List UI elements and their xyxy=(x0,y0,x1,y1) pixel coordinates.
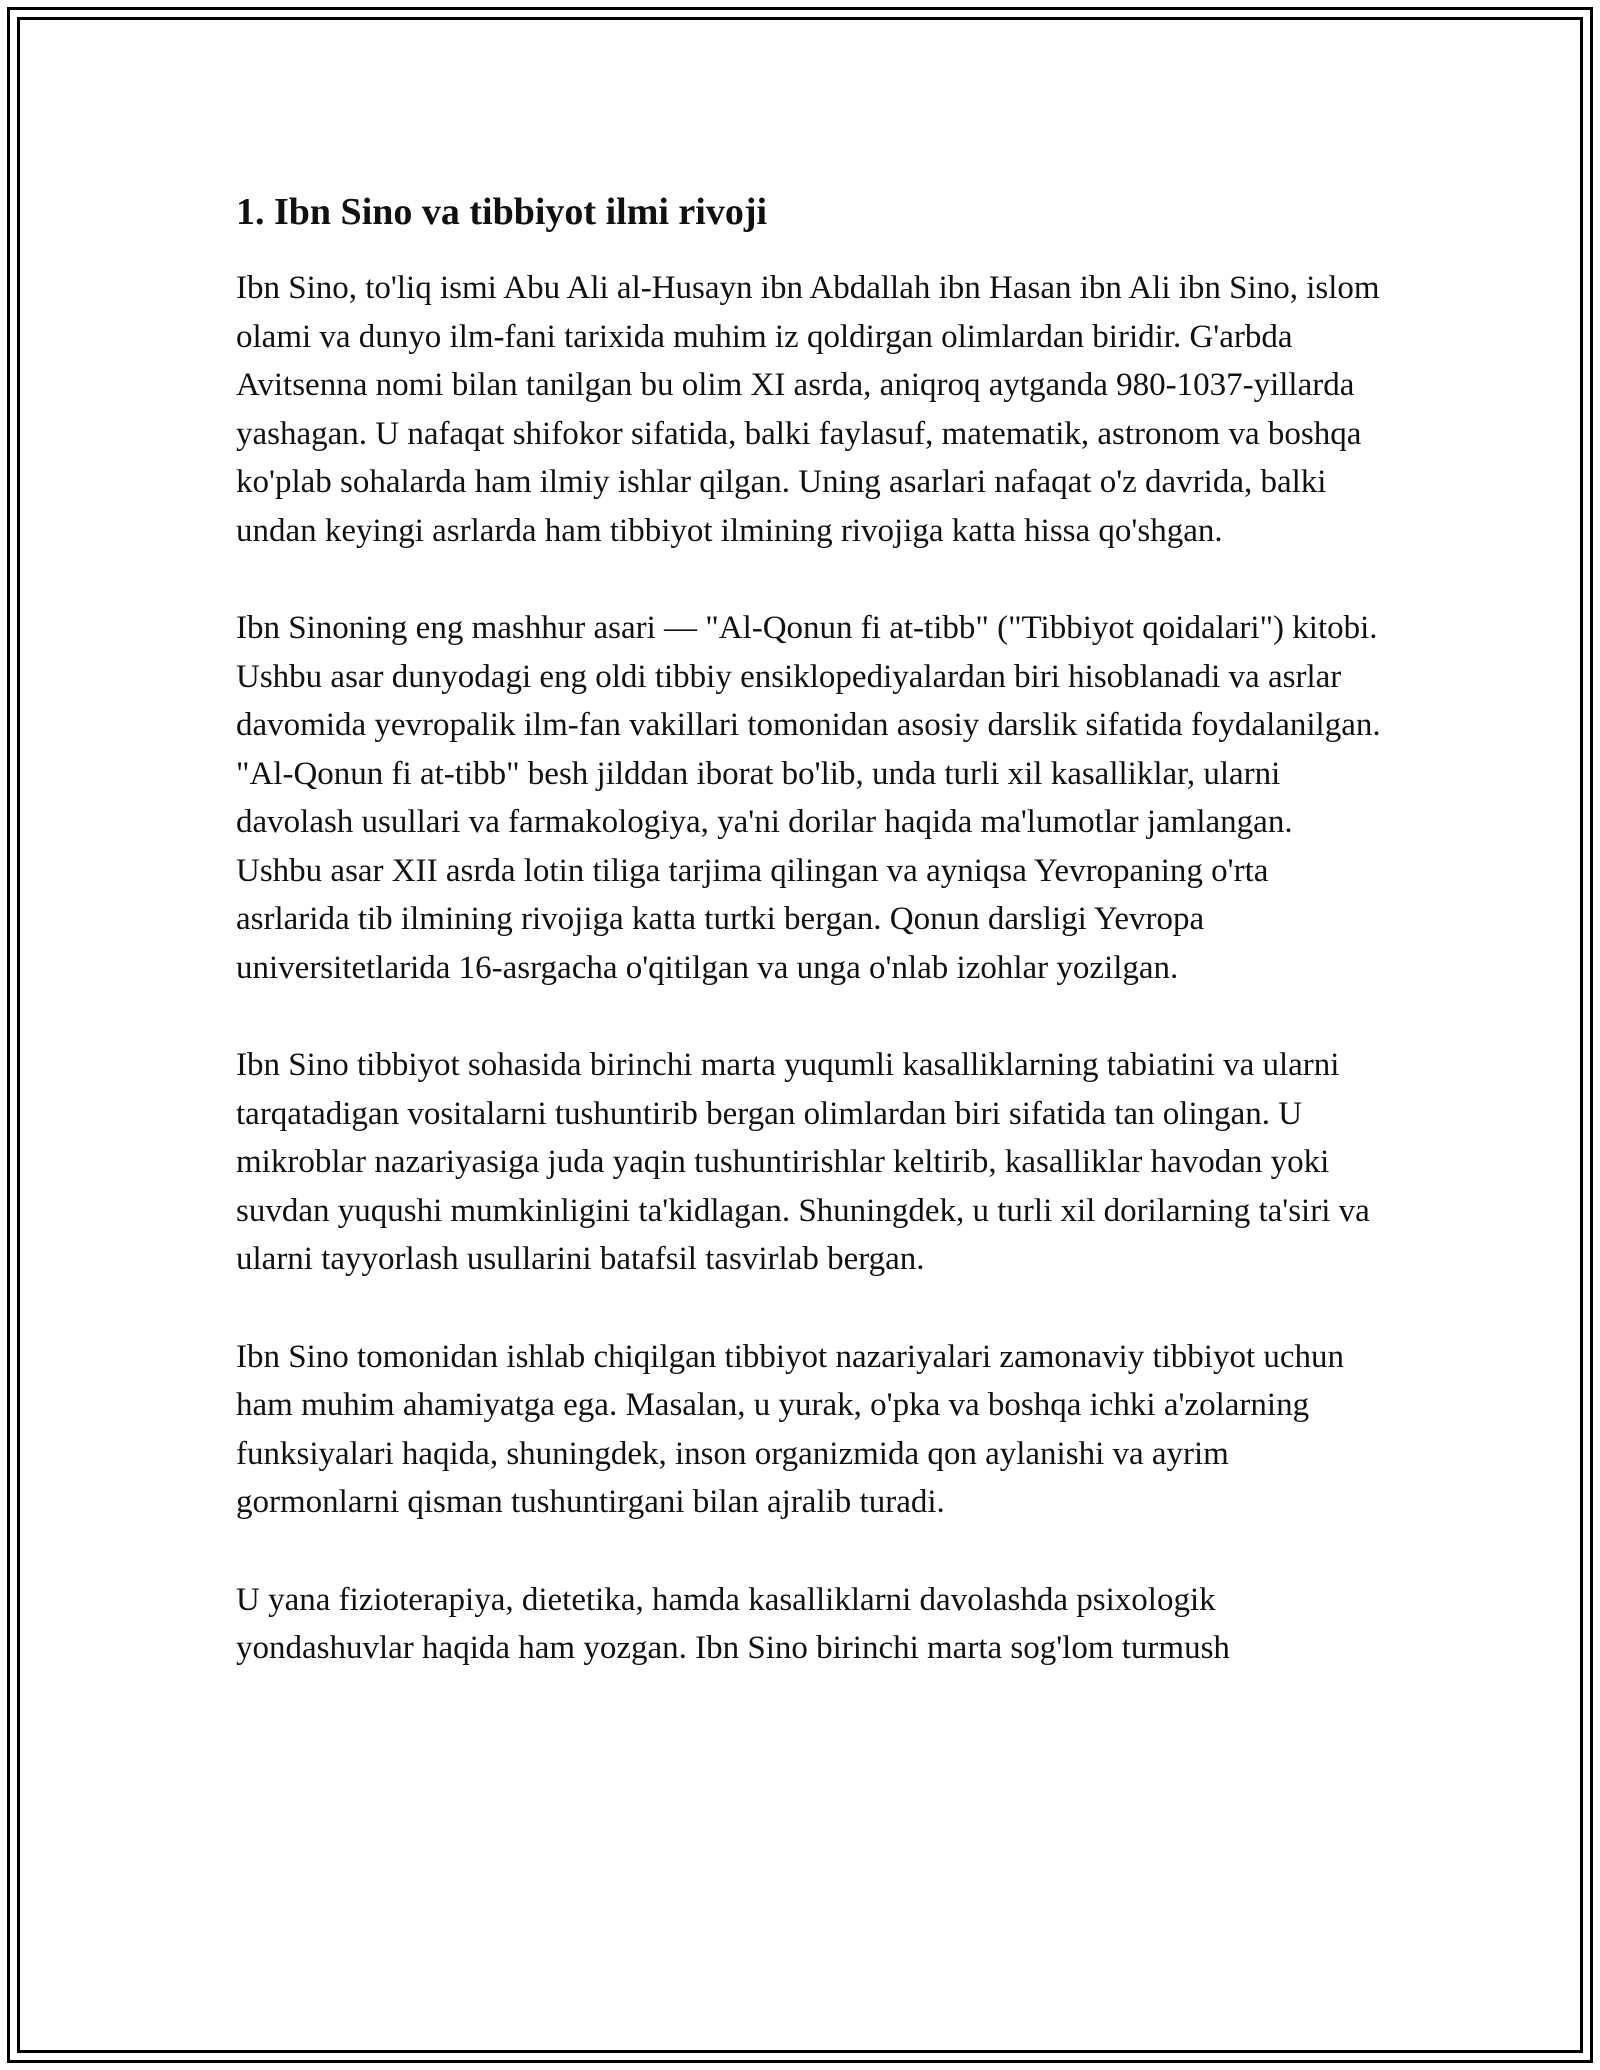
paragraph-3: Ibn Sino tibbiyot sohasida birinchi marta yuqumli kasalliklarning tabiatini va ularni tarqatadigan vositalarni tushuntirib bergan olimlardan biri sifatida tan olingan. U mikroblar nazariyasiga juda yaqin tushuntirishlar keltirib, kasalliklar havodan yoki suvdan yuqushi mumkinligini ta'kidlagan. Shuningdek, u turli xil dorilarning ta'siri va ularni tayyorlash usullarini batafsil tasvirlab bergan. xyxy=(236,1047,1370,1277)
section-title: 1. Ibn Sino va tibbiyot ilmi rivoji xyxy=(236,191,768,233)
paragraph-1: Ibn Sino, to'liq ismi Abu Ali al-Husayn ibn Abdallah ibn Hasan ibn Ali ibn Sino, islom olami va dunyo ilm-fani tarixida muhim iz qoldirgan olimlardan biridir. G'arbda Avitsenna nomi bilan tanilgan bu olim XI asrda, aniqroq aytganda 980-1037-yillarda yashagan. U nafaqat shifokor sifatida, balki faylasuf, matematik, astronom va boshqa ko'plab sohalarda ham ilmiy ishlar qilgan. Uning asarlari nafaqat o'z davrida, balki undan keyingi asrlarda ham tibbiyot ilmining rivojiga katta hissa qo'shgan. xyxy=(236,270,1380,549)
paragraph-5: U yana fizioterapiya, dietetika, hamda kasalliklarni davolashda psixologik yondashuvlar haqida ham yozgan. Ibn Sino birinchi marta sog'lom turmush xyxy=(236,1581,1230,1666)
paragraph-4: Ibn Sino tomonidan ishlab chiqilgan tibbiyot nazariyalari zamonaviy tibbiyot uchun ham muhim ahamiyatga ega. Masalan, u yurak, o'pka va boshqa ichki a'zolarning funksiyalari haqida, shuningdek, inson organizmida qon aylanishi va ayrim gormonlarni qisman tushuntirgani bilan ajralib turadi. xyxy=(236,1338,1345,1520)
paragraph-2: Ibn Sinoning eng mashhur asari — "Al-Qonun fi at-tibb" ("Tibbiyot qoidalari") kitobi. Ushbu asar dunyodagi eng oldi tibbiy ensiklopediyalardan biri hisoblanadi va asrlar davomida yevropalik ilm-fan vakillari tomonidan asosiy darslik sifatida foydalanilgan. "Al-Qonun fi at-tibb" besh jilddan iborat bo'lib, unda turli xil kasalliklar, ularni davolash usullari va farmakologiya, ya'ni dorilar haqida ma'lumotlar jamlangan. Ushbu asar XII asrda lotin tiliga tarjima qilingan va ayniqsa Yevropaning o'rta asrlarida tib ilmining rivojiga katta turtki bergan. Qonun darsligi Yevropa universitetlarida 16-asrgacha o'qitilgan va unga o'nlab izohlar yozilgan. xyxy=(236,610,1381,986)
document-body xyxy=(236,186,1386,1722)
